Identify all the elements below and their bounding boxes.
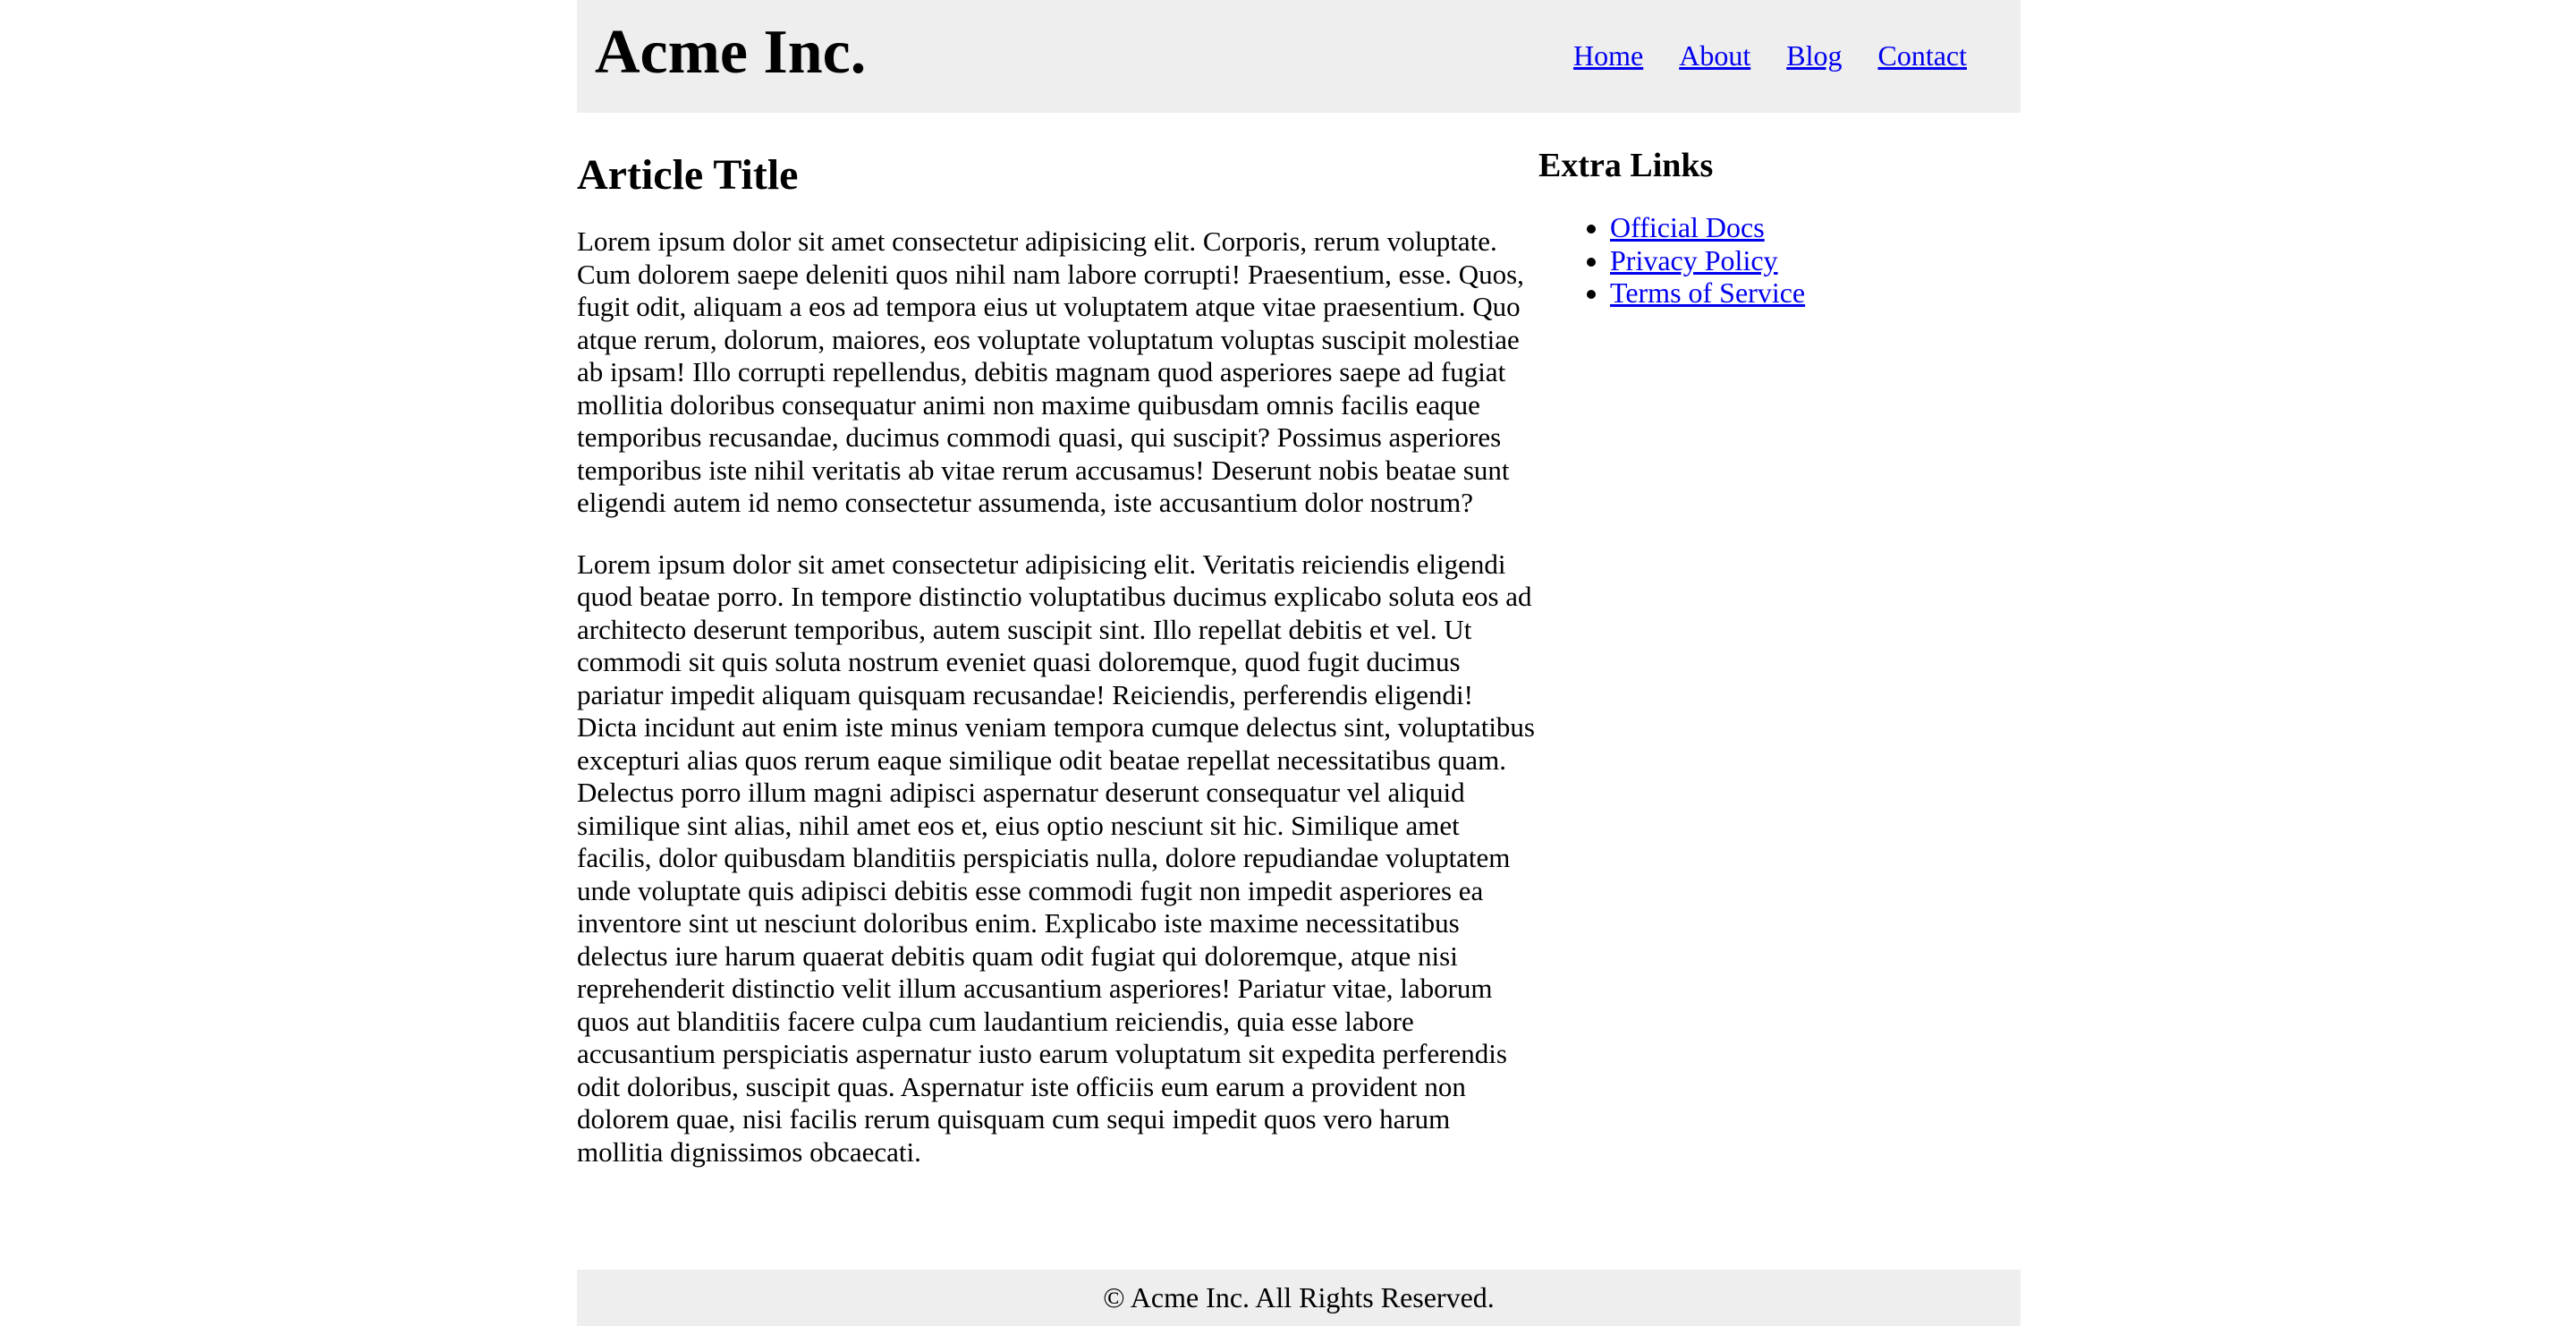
nav-link-about[interactable]: About xyxy=(1679,39,1751,72)
nav-link-blog[interactable]: Blog xyxy=(1786,39,1843,72)
sidebar-link-terms-of-service[interactable]: Terms of Service xyxy=(1610,276,1806,309)
article xyxy=(577,113,1538,1169)
sidebar-title: Extra Links xyxy=(1538,147,1714,184)
main-nav xyxy=(1573,36,1967,75)
site-logo: Acme Inc. xyxy=(595,18,867,87)
article-title: Article Title xyxy=(577,151,799,199)
article-paragraph: Lorem ipsum dolor sit amet consectetur adipisicing elit. Corporis, rerum voluptate. Cum dolorem saepe deleniti quos nihil nam labore corrupti! Praesentium, esse. Quos, fugit odit, aliquam a eos ad tempora eius ut voluptatem atque vitae praesentium. Quo atque rerum, dolorum, maiores, eos voluptate voluptatum voluptas suscipit molestiae ab ipsam! Illo corrupti repellendus, debitis magnam quod asperiores saepe ad fugiat mollitia doloribus consequatur animi non maxime quibusdam omnis facilis eaque temporibus recusandae, ducimus commodi quasi, qui suscipit? Possimus asperiores temporibus iste nihil veritatis ab vitae rerum accusamus! Deserunt nobis beatae sunt eligendi autem id nemo consectetur assumenda, iste accusantium dolor nostrum? xyxy=(577,225,1524,518)
nav-link-home[interactable]: Home xyxy=(1573,39,1644,72)
sidebar-list-item xyxy=(1610,244,1986,277)
footer-copyright: © Acme Inc. All Rights Reserved. xyxy=(1103,1281,1495,1313)
sidebar-list-item xyxy=(1610,211,1986,244)
nav-link-contact[interactable]: Contact xyxy=(1877,39,1967,72)
article-paragraph: Lorem ipsum dolor sit amet consectetur adipisicing elit. Veritatis reiciendis eligendi quod beatae porro. In tempore distinctio voluptatibus ducimus explicabo soluta eos ad architecto deserunt temporibus, autem suscipit sint. Illo repellat debitis et vel. Ut commodi sit quis soluta nostrum eveniet quasi doloremque, quod fugit ducimus pariatur impedit aliquam quisquam recusandae! Reiciendis, perferendis eligendi! Dicta incidunt aut enim iste minus veniam tempora cumque delectus sint, voluptatibus excepturi alias quos rerum eaque similique odit beatae repellat necessitatibus quam. Delectus porro illum magni adipisci aspernatur deserunt consequatur vel aliquid similique sint alias, nihil amet eos et, eius optio nesciunt sit hic. Similique amet facilis, dolor quibusdam blanditiis perspiciatis nulla, dolore repudiandae voluptatem unde voluptate quis adipisci debitis esse commodi fugit non impedit asperiores ea inventore sint ut nesciunt doloribus enim. Explicabo iste maxime necessitatibus delectus iure harum quaerat debitis quam odit fugiat qui doloremque, atque nisi reprehenderit distinctio velit illum accusantium asperiores! Pariatur vitae, laborum quos aut blanditiis facere culpa cum laudantium reiciendis, quia esse labore accusantium perspiciatis aspernatur iusto earum voluptatum sit expedita perferendis odit doloribus, suscipit quas. Aspernatur iste officiis eum earum a provident non dolorem quae, nisi facilis rerum quisquam cum sequi impedit quos vero harum mollitia dignissimos obcaecati. xyxy=(577,548,1535,1168)
sidebar-links-list xyxy=(1538,211,1986,310)
page-container xyxy=(577,0,2021,1270)
site-footer xyxy=(577,1270,2021,1326)
site-header xyxy=(577,0,2021,113)
sidebar-link-official-docs[interactable]: Official Docs xyxy=(1610,211,1765,243)
sidebar-link-privacy-policy[interactable]: Privacy Policy xyxy=(1610,243,1778,276)
content-area xyxy=(577,113,2021,1270)
sidebar xyxy=(1538,113,1986,310)
sidebar-list-item xyxy=(1610,276,1986,310)
